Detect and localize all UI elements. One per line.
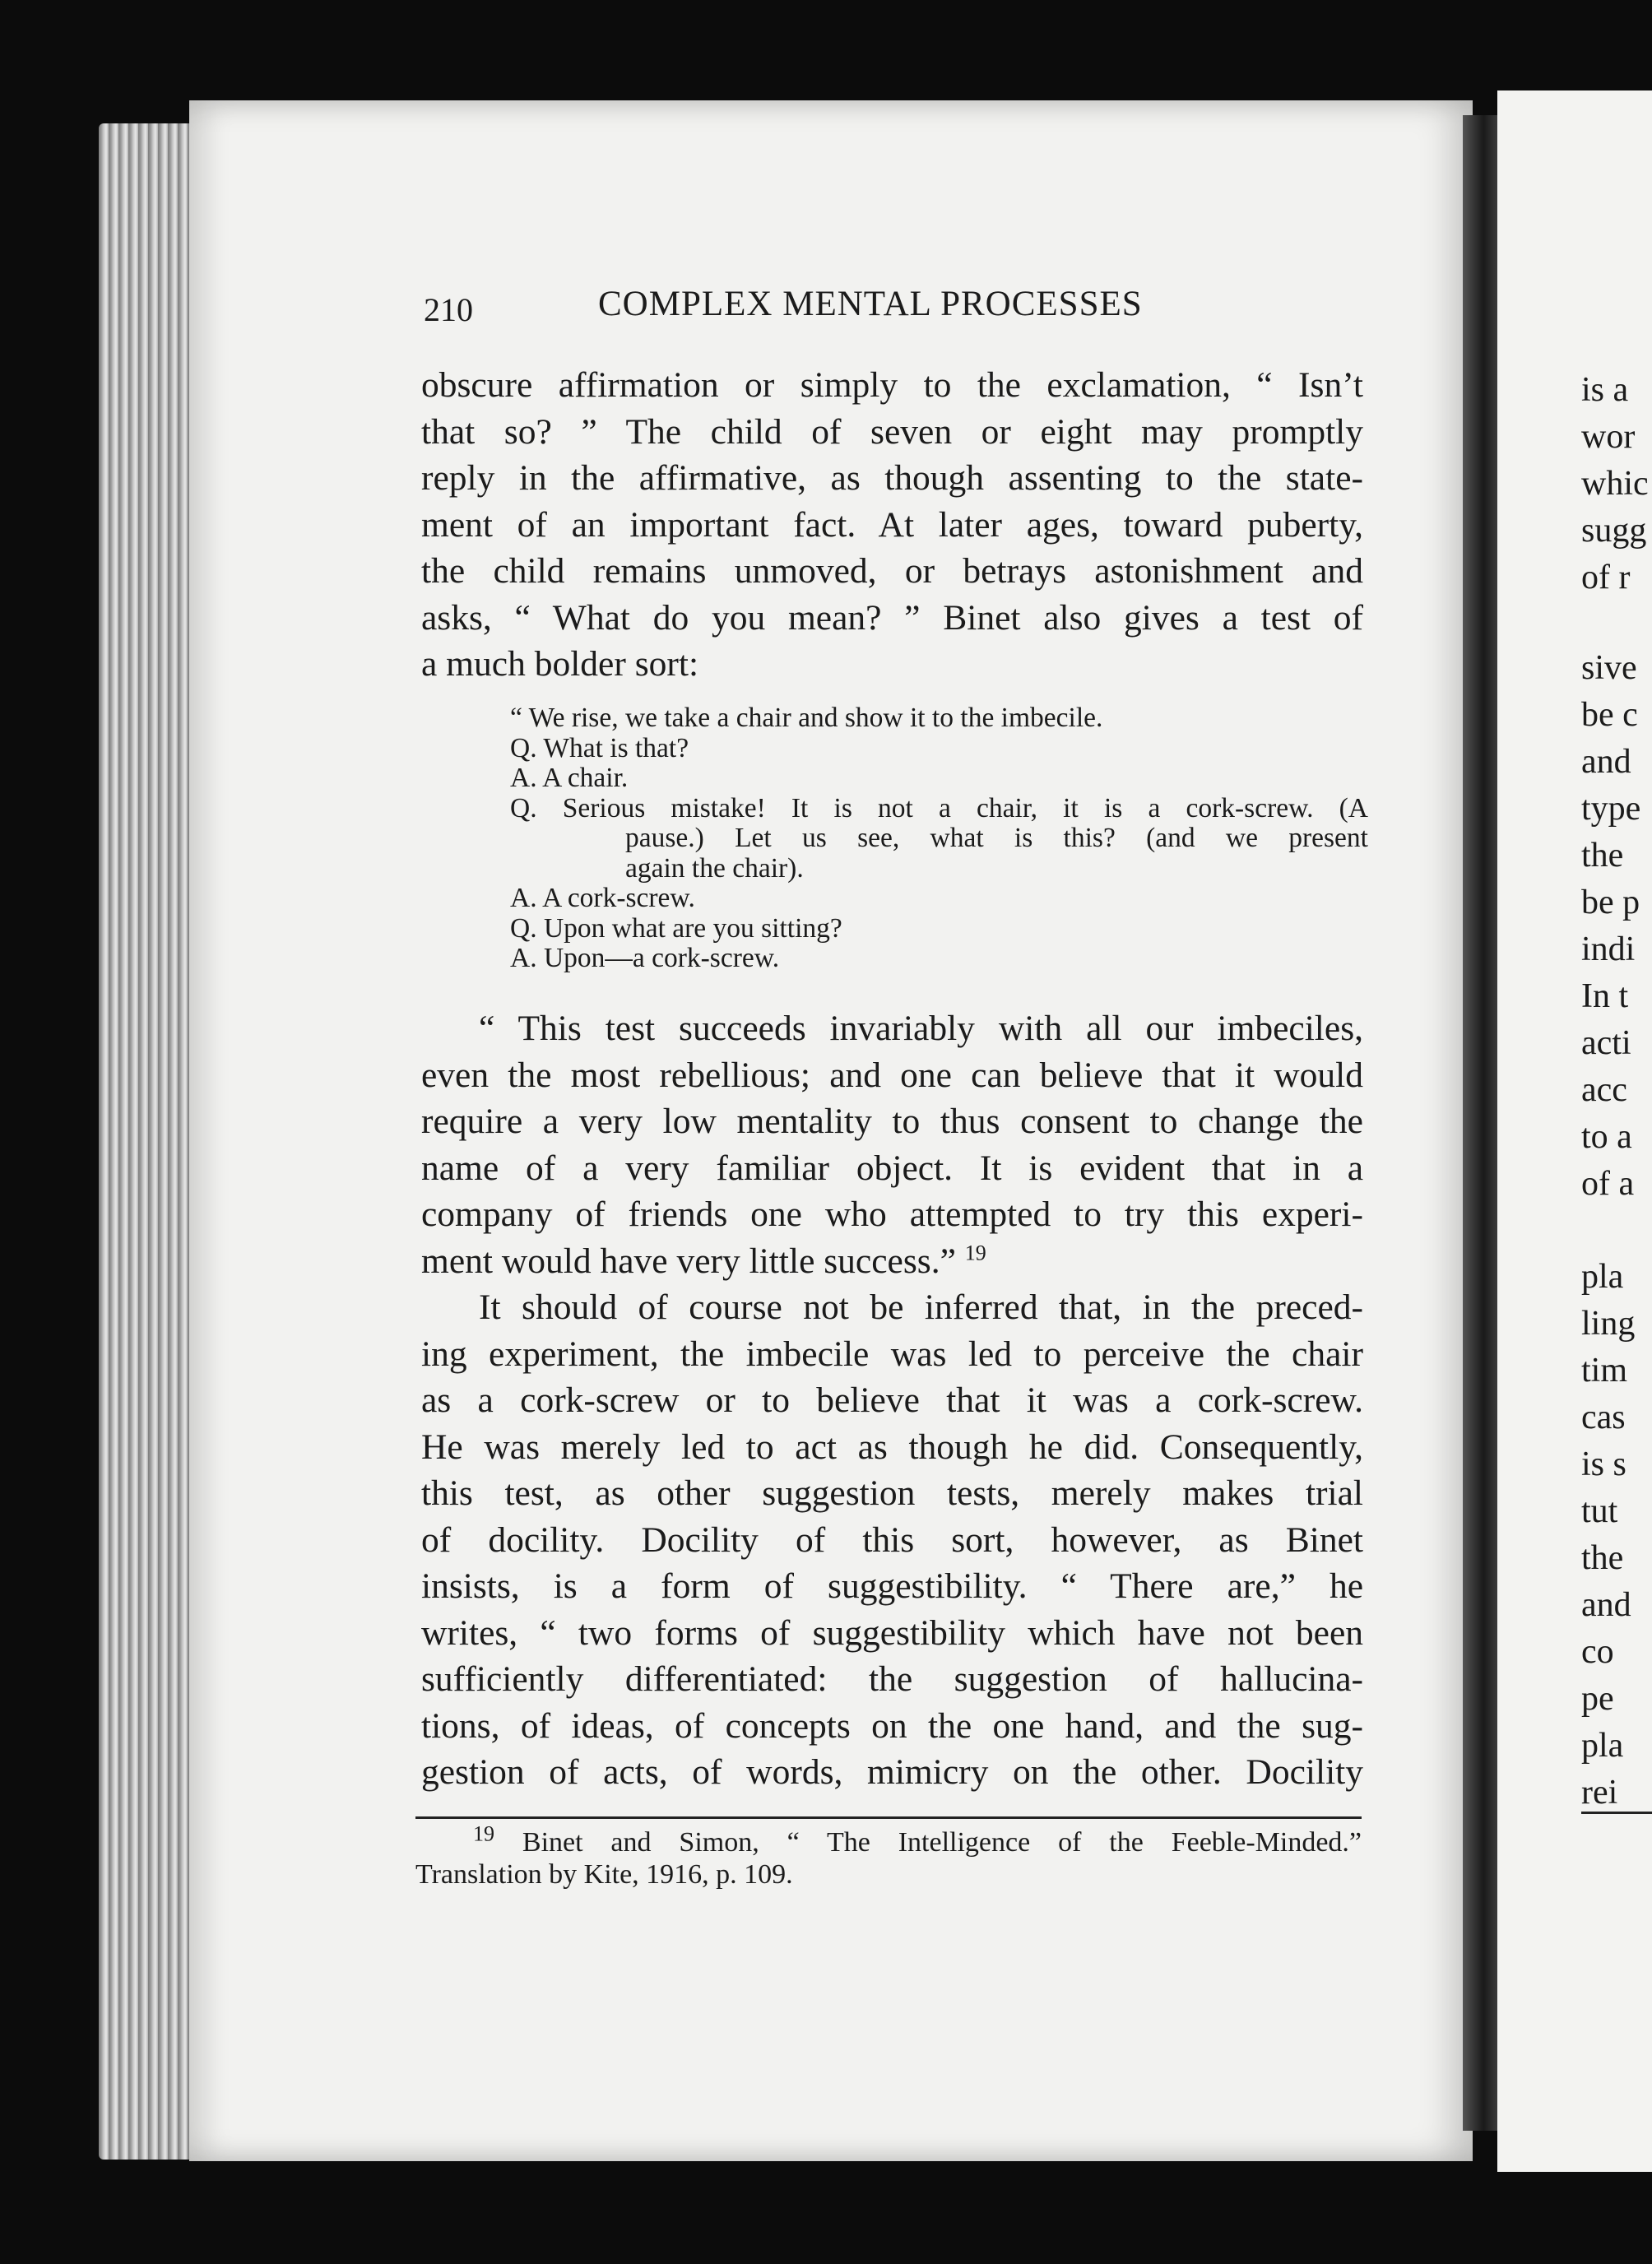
- paragraph-line: reply in the affirmative, as though assenting to the state-: [421, 458, 1363, 498]
- right-page-line: tim: [1581, 1352, 1628, 1389]
- running-head: COMPLEX MENTAL PROCESSES: [598, 285, 1143, 323]
- paragraph-line: this test, as other suggestion tests, merely makes trial: [421, 1473, 1363, 1513]
- quote-line: A. A cork-screw.: [510, 883, 695, 913]
- right-page-line: In t: [1581, 977, 1629, 1015]
- right-page-line: is a: [1581, 371, 1629, 409]
- quote-line: A. A chair.: [510, 763, 629, 793]
- footnote: [415, 1821, 1362, 1891]
- right-page: [1497, 90, 1652, 2172]
- right-page-line: wor: [1581, 418, 1636, 456]
- paragraph-line: require a very low mentality to thus consent to change the: [421, 1102, 1363, 1141]
- right-page-line: of a: [1581, 1165, 1635, 1203]
- paragraph-line: ment of an important fact. At later ages, toward puberty,: [421, 504, 1363, 545]
- footnote-reference: 19: [964, 1241, 986, 1264]
- right-page-line: pla: [1581, 1258, 1624, 1296]
- right-page-line: tut: [1581, 1492, 1618, 1530]
- page-number: 210: [424, 291, 473, 328]
- right-page-line: sugg: [1581, 512, 1647, 550]
- paragraph-line: gestion of acts, of words, mimicry on the other. Docility: [421, 1752, 1363, 1792]
- paragraph-line: a much bolder sort:: [421, 644, 699, 684]
- book-gutter: [1463, 115, 1497, 2131]
- paragraph-line: tions, of ideas, of concepts on the one hand, and the sug-: [421, 1705, 1363, 1746]
- paragraph-line: of docility. Docility of this sort, however, as Binet: [421, 1519, 1363, 1560]
- footnote-line: [415, 1821, 1362, 1858]
- right-page-line: the: [1581, 837, 1624, 875]
- quote-line: Q. What is that?: [510, 732, 689, 763]
- right-page-line: acc: [1581, 1071, 1627, 1109]
- quote-line: “ We rise, we take a chair and show it to the imbecile.: [510, 703, 1103, 733]
- page-header: [424, 284, 1362, 333]
- paragraph-line: [421, 1238, 1363, 1285]
- right-page-line: to a: [1581, 1118, 1632, 1156]
- right-page-line: of r: [1581, 559, 1631, 596]
- paragraph-line: the child remains unmoved, or betrays astonishment and: [421, 551, 1363, 591]
- right-page-line: the: [1581, 1539, 1624, 1577]
- footnote-rule: [415, 1816, 1362, 1819]
- right-page-line: and: [1581, 743, 1631, 781]
- right-page-line: acti: [1581, 1024, 1631, 1062]
- quoted-dialogue: [510, 703, 1368, 974]
- right-page-line: ling: [1581, 1305, 1636, 1343]
- paragraph-line: It should of course not be inferred that, in the preced-: [479, 1287, 1363, 1327]
- paragraph-line: obscure affirmation or simply to the exclamation, “ Isn’t: [421, 365, 1363, 405]
- paragraph-line: sufficiently differentiated: the suggestion of hallucina-: [421, 1659, 1363, 1699]
- right-page-line: rei: [1581, 1774, 1618, 1812]
- right-page-line: type: [1581, 790, 1641, 828]
- paragraph-line: that so? ” The child of seven or eight may promptly: [421, 411, 1363, 452]
- right-page-line: cas: [1581, 1399, 1626, 1436]
- paragraph-text: ment would have very little success.”: [421, 1241, 956, 1281]
- right-page-line: co: [1581, 1633, 1614, 1671]
- paragraph-line: even the most rebellious; and one can believe that it would: [421, 1055, 1363, 1095]
- quote-line: pause.) Let us see, what is this? (and we present: [625, 823, 1368, 853]
- right-page-line: pe: [1581, 1680, 1614, 1718]
- paragraph-line: as a cork-screw or to believe that it was a cork-screw.: [421, 1380, 1363, 1420]
- right-page-line: whic: [1581, 465, 1649, 503]
- right-page-line: be c: [1581, 696, 1638, 734]
- quote-line: Q. Upon what are you sitting?: [510, 912, 842, 944]
- right-page-line: be p: [1581, 884, 1640, 921]
- right-page-footnote-rule: [1581, 1812, 1652, 1814]
- paragraph-line: “ This test succeeds invariably with all our imbeciles,: [479, 1009, 1363, 1048]
- paragraph-line: ing experiment, the imbecile was led to perceive the chair: [421, 1334, 1363, 1374]
- paragraph-line: company of friends one who attempted to try this experi-: [421, 1195, 1363, 1234]
- paragraph-line: name of a very familiar object. It is evident that in a: [421, 1148, 1363, 1188]
- footnote-marker: 19: [473, 1821, 494, 1846]
- paragraph-line: asks, “ What do you mean? ” Binet also gives a test of: [421, 597, 1363, 638]
- quote-line: Q. Serious mistake! It is not a chair, it is a cork-screw. (A: [510, 792, 1368, 823]
- paragraph-line: He was merely led to act as though he did. Consequently,: [421, 1427, 1363, 1467]
- quote-line: A. Upon—a cork-screw.: [510, 943, 780, 973]
- paragraph-line: writes, “ two forms of suggestibility which have not been: [421, 1612, 1363, 1653]
- right-page-line: and: [1581, 1586, 1631, 1624]
- right-page-line: is s: [1581, 1445, 1626, 1483]
- right-page-line: pla: [1581, 1727, 1624, 1765]
- right-page-line: sive: [1581, 649, 1637, 687]
- paragraph-line: insists, is a form of suggestibility. “ There are,” he: [421, 1566, 1363, 1606]
- footnote-line: Translation by Kite, 1916, p. 109.: [415, 1859, 793, 1890]
- footnote-text: Binet and Simon, “ The Intelligence of the Feeble-Minded.”: [522, 1827, 1362, 1858]
- quote-line: again the chair).: [625, 852, 804, 884]
- right-page-line: indi: [1581, 930, 1636, 968]
